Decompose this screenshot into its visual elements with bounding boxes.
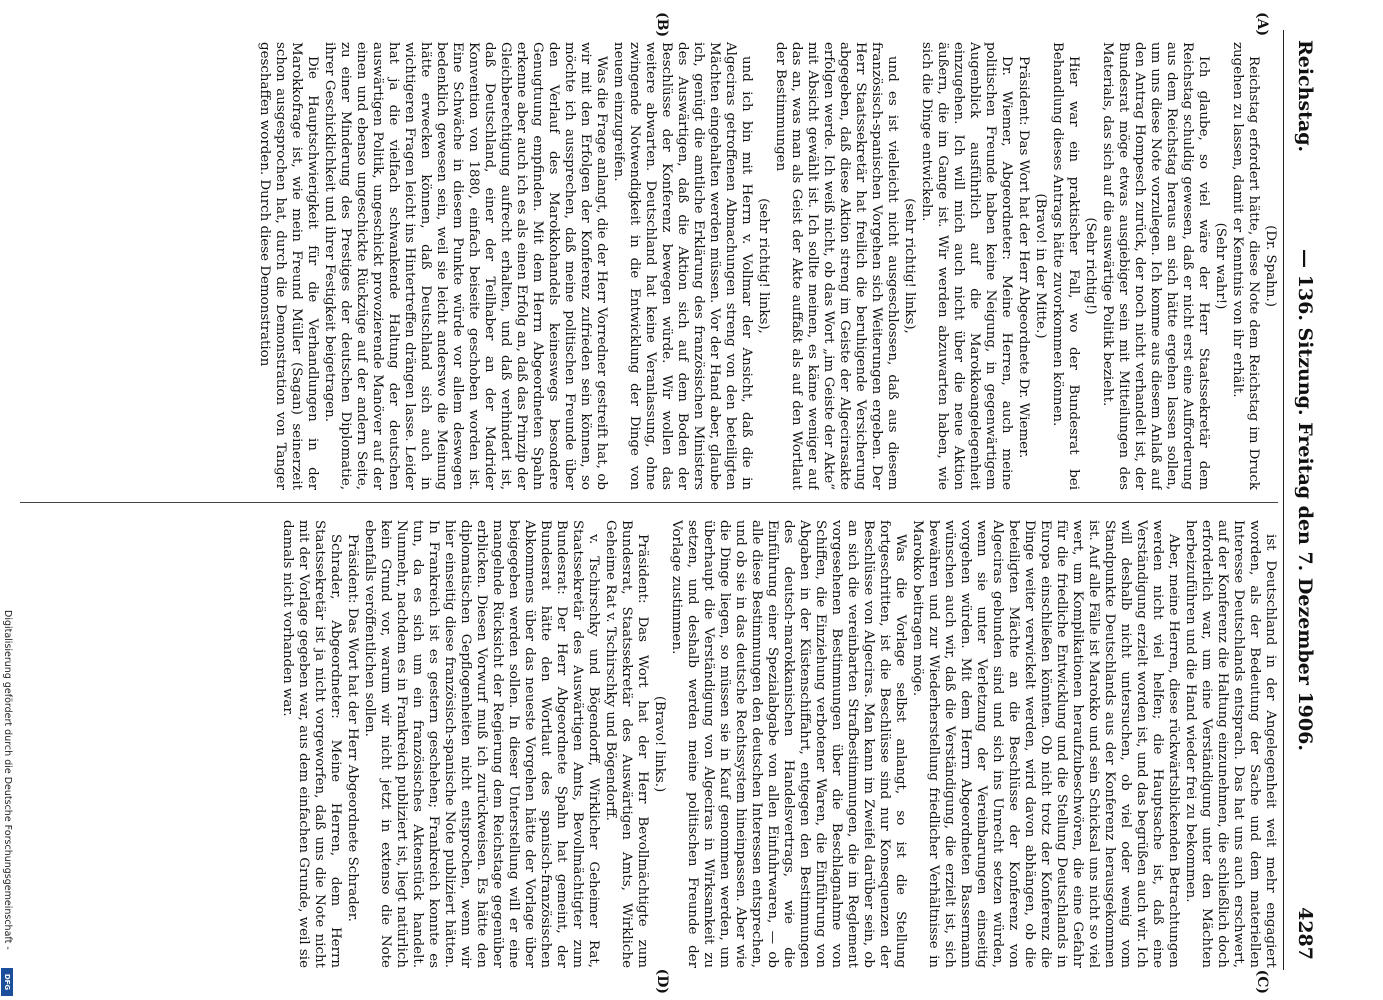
paragraph: (Bravo! in der Mitte.) [1033,193,1048,339]
paragraph: und ich bin mit Herrn v. Vollmar der Ansicht, daß die in Algeciras getroffenen Abmachungen streng von den beteiligten Mächten eingehalten werden müssen. Vor der Hand aber, glaube ich, genügt die amtliche Erklärung des französischen Ministers des Auswärtigen, daß die Aktion sich auf dem Boden der Beschlüsse der Konferenz bewegen würde. Wir wollen das weitere abwarten. Deutschland hat keine Veranlassung, ohne zwingende Notwendigkeit in die Entwicklung der Dinge von neuem einzugreifen. [611,42,754,490]
paragraph: und es ist vielleicht nicht ausgeschlossen, daß aus diesem französisch-spanischen Vorgehen sich Weiterungen ergeben. Der Herr Staatssekretär hat freilich die beruhigende Versicherung abgegeben, daß diese Aktion streng im Geiste der Algecirasakte erfolgen werde. Ich weiß nicht, ob das Wort „im Geiste der Akte“ mit Absicht gewählt ist. Ich sollte meinen, es käme weniger auf das an, was man als Geist der Akte auffaßt als auf den Wortlaut der Bestimmungen [773,42,900,490]
paragraph: (Sehr richtig!) [1083,217,1098,315]
paragraph: Ich glaube, so viel wäre der Herr Staatssekretär dem Reichstag schuldig gewesen, daß er nicht erst eine Aufforderung aus dem Reichstag heraus an sich hätte ergehen lassen sollen, um uns diese Note vorzulegen. Ich komme aus diesem Anlaß auf den Antrag Hompesch zurück, der noch nicht verhandelt ist, der Bundesrat möge etwas ausgiebiger sein mit Mitteilungen des Materials, das sich auf die auswärtige Politik bezieht. [1100,42,1211,490]
paragraph: Was die Vorlage selbst anlangt, so ist die Stellung fortgeschritten, ist die Beschlüsse sind nur Konsequenzen der Beschlüsse von Algeciras. Man kann im Zweifel darüber sein, ob an sich die vereinbarten Strafbestimmungen, die im Reglement vorgesehenen Bestimmungen über die Beschlagnahme von Schiffen, die Einziehung verbotener Waren, die Einführung von Abgaben in der Küstenschiffahrt, entgegen den Bestimmungen des deutsch-marokkanischen Handelsvertrags, wie die Einführung einer Spezialabgabe von allen Einfuhrwaren, — ob alle diese Bestimmungen den deutschen Interessen entsprechen, und ob sie in das deutsche Rechtssystem hineinpassen. Aber wie die Dinge liegen, so müssen sie in Kauf genommen werden, um überhaupt die Verständigung von Algeciras in Wirksamkeit zu setzen, und deshalb werden meine politischen Freunde der Vorlage zustimmen. [669,520,908,968]
paragraph: Aber, meine Herren, diese rückwärtsblickenden Betrachtungen werden nicht viel helfen; die Hauptsache ist, daß eine Verständigung erzielt worden ist, und das begrüßen auch wir. Ich will deshalb nicht untersuchen, ob viel oder wenig vom Standpunkte Deutschlands aus der Konferenz herausgekommen ist. Auf alle Fälle ist Marokko und sein Schicksal uns nicht so viel wert, um Komplikationen heraufzubeschwören, die eine Gefahr für die friedliche Entwicklung und die Stellung Deutschlands in Europa einschließen könnten. Ob nicht trotz der Konferenz die Dinge weiter verwickelt werden, wird davon abhängen, ob die beteiligten Mächte an die Beschlüsse der Konferenz von Algeciras gebunden sind und sich ins Unrecht setzen würden, wenn sie unter Verletzung der Vereinbarungen einseitig vorgehen würden. Mit dem Herrn Abgeordneten Bassermann wünschen auch wir, daß die Verständigung, die erzielt ist, sich bewähren und zur Wiederherstellung friedlicher Verhältnisse in Marokko beitragen möge. [910,520,1181,968]
column-divider [20,502,1278,503]
dfg-logo-icon [1,968,13,996]
header-rule [1283,30,1284,970]
text-column-left [20,42,1278,490]
paragraph: (Sehr wahr!) [1213,222,1228,310]
paragraph: (sehr richtig! links), [902,198,917,334]
text-column-right [20,520,1278,968]
paragraph: (sehr richtig! links), [756,198,771,334]
margin-mark-a: (A) [1254,12,1270,37]
footer-strip [0,0,14,1000]
page-number: 4287 [1294,907,1316,960]
margin-mark-c: (C) [1254,969,1270,994]
paragraph: ist Deutschland in der Angelegenheit weit mehr engagiert worden, als der Bedeutung der Sache und dem materiellen Interesse Deutschlands entsprach. Das hat uns auch erschwert, auf der Konferenz die Haltung einzunehmen, die schließlich doch erforderlich war, um eine Verständigung unter den Mächten herbeizuführen und die Hand wieder frei zu bekommen. [1183,520,1278,968]
paragraph: Präsident: Das Wort hat der Herr Abgeordnete Schrader. [345,534,360,922]
paragraph: (Bravo! links.) [652,695,667,793]
paragraph: Präsident: Das Wort hat der Herr Abgeordnete Dr. Wiemer. [1016,56,1031,459]
paragraph: (Dr. Spahn.) [1263,225,1278,307]
margin-mark-d: (D) [654,968,670,994]
digitization-credit: Digitalisierung gefördert durch die Deutsche Forschungsgemeinschaft - [2,610,13,950]
paragraph: Die Hauptschwierigkeit für die Verhandlungen in der Marokkofrage ist, wie mein Freund Müller (Sagan) seinerzeit schon ausgesprochen hat, durch die Demonstration von Tanger geschaffen worden. Durch diese Demonstration [257,42,320,490]
header-session: — 136. Sitzung. Freitag den 7. Dezember 1906. [1294,249,1316,751]
header-title: Reichstag. [1294,40,1316,153]
paragraph: Präsident: Das Wort hat der Herr Bevollmächtigte zum Bundesrat, Staatssekretär des Auswärtigen Amts, Wirkliche Geheime Rat v. Tschirschky und Bögendorff. [603,520,650,968]
paragraph: Reichstag erfordert hätte, diese Note dem Reichstag im Druck zugehen zu lassen, damit er Kenntnis von ihr erhält. [1230,42,1261,490]
paragraph: Dr. Wiemer, Abgeordneter: Meine Herren, auch meine politischen Freunde haben keine Neigung, in gegenwärtigem Augenblick ausführlich auf die Marokkoangelegenheit einzugehen. Ich will mich auch nicht über die neue Aktion äußern, die im Gange ist. Wir werden abzuwarten haben, wie sich die Dinge entwickeln. [919,42,1014,490]
paragraph: v. Tschirschky und Bögendorff, Wirklicher Geheimer Rat, Staatssekretär des Auswärtigen Amts, Bevollmächtigter zum Bundesrat: Der Herr Abgeordnete Spahn hat gemeint, der Bundesrat hätte den Wortlaut des spanisch-französischen Abkommens über das neueste Vorgehen hätte der Vorlage über beigegeben werden sollen. In dieser Unterstellung will er eine mangelnde Rücksicht der Regierung dem Reichstage gegenüber erblicken. Diesen Vorwurf muß ich zurückweisen. Es hätte den diplomatischen Gepflogenheiten nicht entsprochen, wenn wir hier einseitig diese französisch-spanische Note publiziert hätten. In Frankreich ist es gestern geschehen; Frankreich konnte es tun, da es sich um ein französisches Aktenstück handelt. Nunmehr, nachdem es in Frankreich publiziert ist, liegt natürlich kein Grund vor, warum wir nicht jetzt in extenso die Note ebenfalls veröffentlichen sollen. [362,520,601,968]
dfg-logo-label: DFG [3,973,11,991]
margin-mark-b: (B) [654,12,670,38]
page-header [1286,40,1316,960]
paragraph: Hier war ein praktischer Fall, wo der Bundesrat bei Behandlung dieses Antrags hätte zuvorkommen können. [1050,42,1081,490]
paragraph: Schrader, Abgeordneter: Meine Herren, dem Herrn Staatssekretär ist ja nicht vorgeworfen, daß uns die Note nicht mit der Vorlage gegeben war, aus dem einfachen Grunde, weil sie damals nicht vorhanden war. [280,520,343,968]
paragraph: Was die Frage anlangt, die der Herr Vorredner gestreift hat, ob wir mit den Erfolgen der Konferenz zufrieden sein können, so möchte ich aussprechen, daß meine politischen Freunde über den Verlauf des Marokkohandels keineswegs besondere Genugtuung empfinden. Mit dem Herrn Abgeordneten Spahn erkenne aber auch ich es als einen Erfolg an, daß das Prinzip der Gleichberechtigung aufrecht erhalten, und daß verhindert ist, daß Deutschland, einer der Teilhaber an der Madrider Konvention von 1880, einfach beiseite geschoben worden ist. Eine Schwäche in diesem Punkte würde vor allem deswegen bedenklich gewesen sein, weil sie leicht anderswo die Meinung hätte erwecken können, daß Deutschland sich auch in wichtigeren Fragen leicht ins Hintertreffen drängen lasse. Leider hat ja die vielfach schwankende Haltung der deutschen auswärtigen Politik, ungeschickt provozierende Manöver auf der einen und ebenso ungeschickte Rückzüge auf der andern Seite, zu einer Minderung des Prestiges der deutschen Diplomatie, ihrer Geschicklichkeit und ihrer Festigkeit beigetragen. [322,42,609,490]
